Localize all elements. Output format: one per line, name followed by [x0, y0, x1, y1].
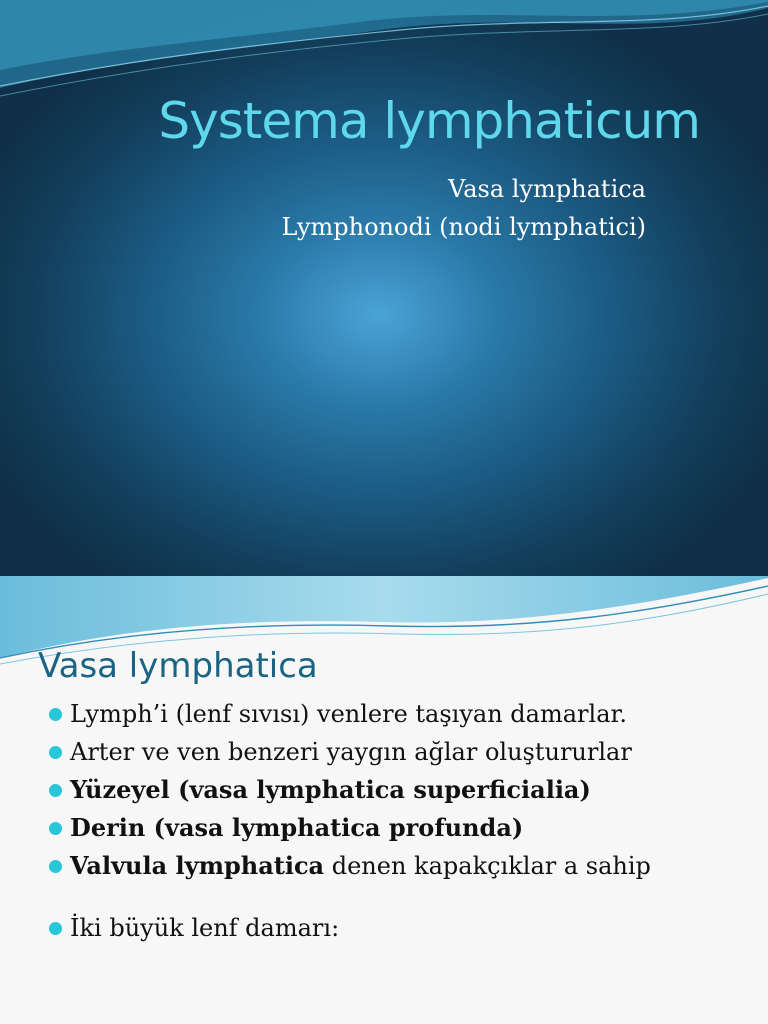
bullet-dot-icon	[49, 822, 62, 835]
bullet-text: Lymph’i (lenf sıvısı) venlere taşıyan damarlar.	[70, 700, 627, 728]
list-item	[46, 736, 746, 768]
bullet-dot-icon	[49, 708, 62, 721]
bullet-bold-text: Valvula lymphatica	[70, 851, 325, 880]
bullet-text: İki büyük lenf damarı:	[70, 914, 340, 942]
list-item	[46, 912, 746, 944]
content-slide	[0, 576, 768, 1024]
slide-subtitle	[281, 170, 646, 246]
slide-title: Systema lymphaticum	[158, 92, 700, 150]
subtitle-line: Vasa lymphatica	[448, 175, 646, 203]
bullet-dot-icon	[49, 860, 62, 873]
bullet-dot-icon	[49, 784, 62, 797]
bullet-bold-text: Derin (vasa lymphatica profunda)	[70, 813, 524, 842]
bullet-bold-text: Yüzeyel (vasa lymphatica superficialia)	[70, 775, 591, 804]
list-item	[46, 850, 746, 882]
list-item	[46, 774, 746, 806]
subtitle-line: Lymphonodi (nodi lymphatici)	[281, 213, 646, 241]
slide-heading: Vasa lymphatica	[38, 646, 318, 686]
list-item	[46, 698, 746, 730]
bullet-dot-icon	[49, 746, 62, 759]
bullet-list	[46, 698, 746, 950]
list-item	[46, 812, 746, 844]
bullet-dot-icon	[49, 922, 62, 935]
bullet-text: denen kapakçıklar a sahip	[324, 852, 651, 880]
bullet-text: Arter ve ven benzeri yaygın ağlar oluştururlar	[70, 738, 632, 766]
